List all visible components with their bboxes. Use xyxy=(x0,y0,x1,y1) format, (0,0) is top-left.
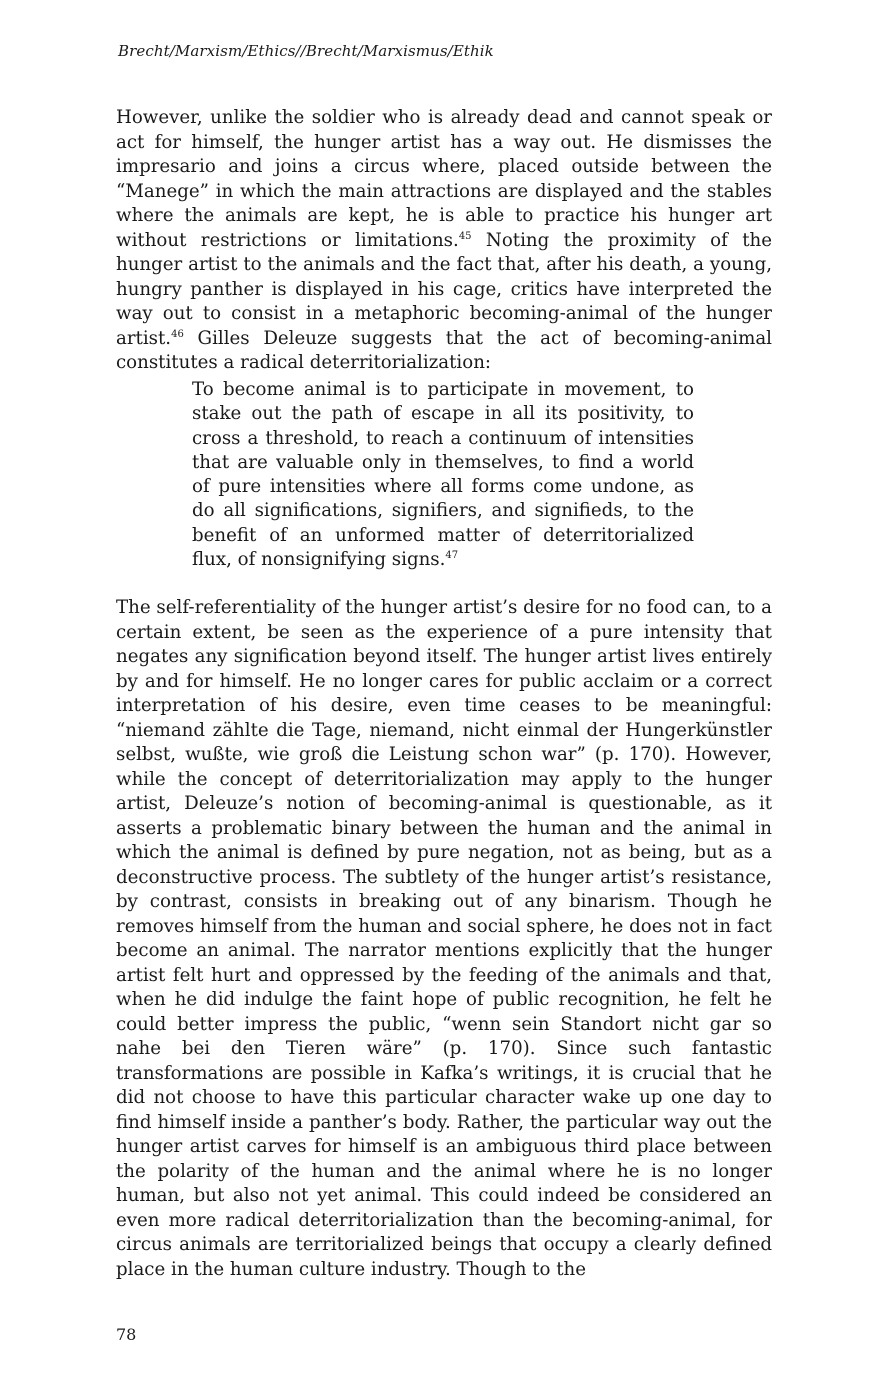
block-quote xyxy=(192,378,694,572)
footnote-ref-47[interactable]: 47 xyxy=(445,550,459,562)
paragraph-1 xyxy=(116,106,772,376)
block-quote-text: To become animal is to participate in movement, to stake out the path of escape in all its positivity, to cross a threshold, to reach a continuum of intensities that are valuable only in themselves, to find a world of pure intensities where all forms come undone, as do all significations, signifiers, and signifieds, to the benefit of an unformed matter of deterritorialized flux, of nonsignifying signs. xyxy=(192,379,694,571)
page-content xyxy=(116,0,772,1379)
footnote-ref-45[interactable]: 45 xyxy=(458,230,472,242)
running-head: Brecht/Marxism/Ethics//Brecht/Marxismus/Ethik xyxy=(118,42,494,60)
footnote-ref-46[interactable]: 46 xyxy=(171,328,184,340)
page-number: 78 xyxy=(116,1325,137,1344)
paragraph-1-text-c: Gilles Deleuze suggests that the act of becoming-animal constitutes a radical deterritorialization: xyxy=(116,327,772,373)
paragraph-2: The self-referentiality of the hunger artist’s desire for no food can, to a certain extent, be seen as the experience of a pure intensity that negates any signification beyond itself. The hunger artist lives entirely by and for himself. He no longer cares for public acclaim or a correct interpretation of his desire, even time ceases to be meaningful: “niemand zählte die Tage, niemand, nicht einmal der Hungerkünstler selbst, wußte, wie groß die Leistung schon war” (p. 170). However, while the concept of deterritorialization may apply to the hunger artist, Deleuze’s notion of becoming-animal is questionable, as it asserts a problematic binary between the human and the animal in which the animal is defined by pure negation, not as being, but as a deconstructive process. The subtlety of the hunger artist’s resistance, by contrast, consists in breaking out of any binarism. Though he removes himself from the human and social sphere, he does not in fact become an animal. The narrator mentions explicitly that the hunger artist felt hurt and oppressed by the feeding of the animals and that, when he did indulge the faint hope of public recognition, he felt he could better impress the public, “wenn sein Standort nicht gar so nahe bei den Tieren wäre” (p. 170). Since such fantastic transformations are possible in Kafka’s writings, it is crucial that he did not choose to have this particular character wake up one day to find himself inside a panther’s body. Rather, the particular way out the hunger artist carves for himself is an ambiguous third place between the polarity of the human and the animal where he is no longer human, but also not yet animal. This could indeed be considered an even more radical deterritorialization than the becoming-animal, for circus animals are territorialized beings that occupy a clearly defined place in the human culture industry. Though to the xyxy=(116,597,772,1280)
paragraph-1-text-b: Noting the proximity of the hunger artist to the animals and the fact that, after his death, a young, hungry panther is displayed in his cage, critics have interpreted the way out to consist in a metaphoric becoming-animal of the hunger artist. xyxy=(116,229,772,349)
paragraph-1-text-a: However, unlike the soldier who is already dead and cannot speak or act for himself, the hunger artist has a way out. He dismisses the impresario and joins a circus where, placed outside between the “Manege” in which the main attractions are displayed and the stables where the animals are kept, he is able to practice his hunger art without restrictions or limitations. xyxy=(116,107,772,251)
